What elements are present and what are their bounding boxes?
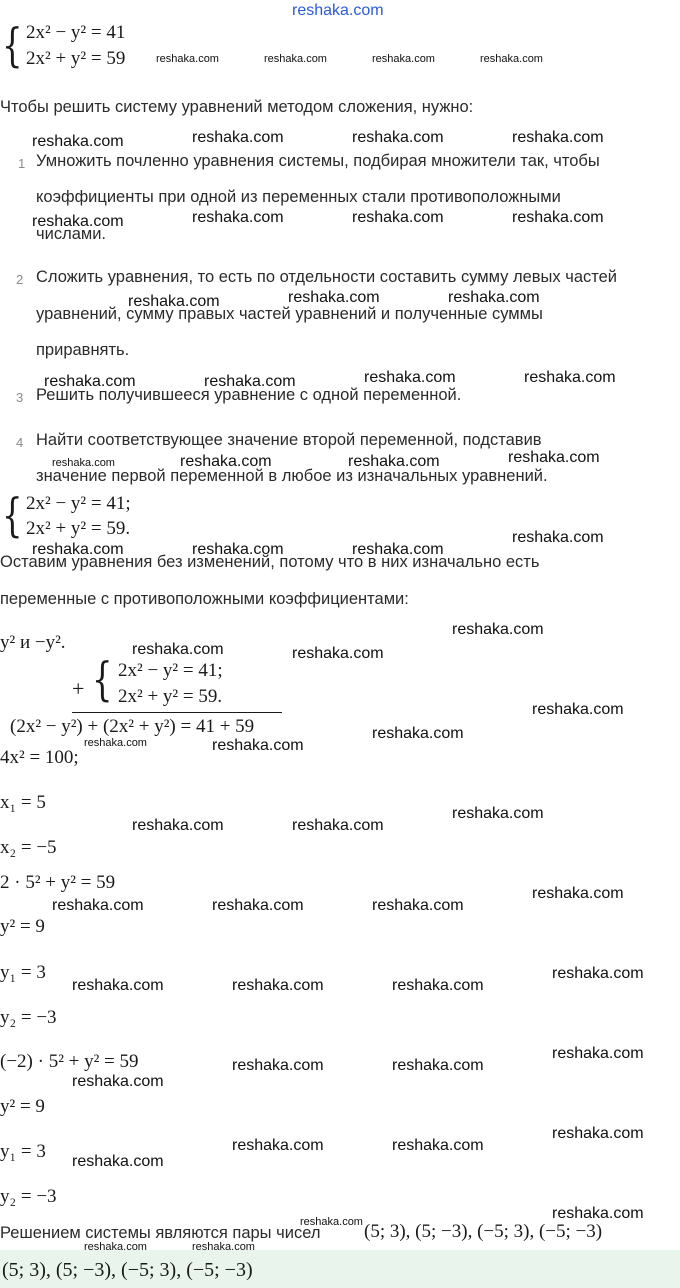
watermark: reshaka.com	[212, 737, 304, 754]
step3-line1: Решить получившееся уравнение с одной переменной.	[36, 386, 462, 404]
solution-line: y₂ = −3	[0, 1186, 57, 1207]
watermark: reshaka.com	[84, 1241, 147, 1253]
system-brace: {	[92, 652, 113, 706]
watermark: reshaka.com	[292, 817, 384, 834]
solution-line: y² = 9	[0, 1096, 45, 1117]
watermark: reshaka.com	[372, 897, 464, 914]
watermark: reshaka.com	[72, 977, 164, 994]
watermark: reshaka.com	[508, 449, 600, 466]
step1-line2: коэффициенты при одной из переменных стали противоположными	[36, 188, 561, 206]
watermark: reshaka.com	[52, 457, 115, 469]
watermark: reshaka.com	[364, 369, 456, 386]
step2-line3: приравнять.	[36, 341, 130, 359]
system2-eq2: 2x² + y² = 59.	[26, 518, 131, 539]
explain-line1: Оставим уравнения без изменений, потому что в них изначально есть	[0, 553, 540, 571]
conclusion-pairs: (5; 3), (5; −3), (−5; 3), (−5; −3)	[364, 1221, 603, 1242]
conclusion-text: Решением системы являются пары чисел	[0, 1224, 321, 1242]
system-brace: {	[2, 488, 23, 542]
watermark: reshaka.com	[32, 213, 124, 230]
watermark: reshaka.com	[352, 129, 444, 146]
watermark: reshaka.com	[524, 369, 616, 386]
watermark: reshaka.com	[232, 1057, 324, 1074]
watermark: reshaka.com	[512, 129, 604, 146]
watermark: reshaka.com	[132, 641, 224, 658]
watermark: reshaka.com	[512, 529, 604, 546]
watermark: reshaka.com	[292, 645, 384, 662]
watermark: reshaka.com	[72, 1073, 164, 1090]
terms: y² и −y².	[0, 632, 66, 653]
watermark: reshaka.com	[180, 453, 272, 470]
solution-line: y₂ = −3	[0, 1007, 57, 1028]
sum-eq2: 2x² + y² = 59.	[118, 686, 223, 707]
solution-line: (−2) · 5² + y² = 59	[0, 1051, 139, 1072]
system-brace: {	[2, 18, 23, 72]
system2-eq1: 2x² − y² = 41;	[26, 493, 131, 514]
explain-line2: переменные с противоположными коэффициентами:	[0, 590, 409, 608]
watermark: reshaka.com	[352, 541, 444, 558]
watermark: reshaka.com	[512, 209, 604, 226]
watermark: reshaka.com	[32, 133, 124, 150]
watermark: reshaka.com	[132, 817, 224, 834]
watermark: reshaka.com	[212, 897, 304, 914]
watermark: reshaka.com	[452, 805, 544, 822]
sum-line	[72, 712, 282, 713]
solution-line: x₂ = −5	[0, 837, 57, 858]
solution-line: 4x² = 100;	[0, 747, 79, 768]
watermark: reshaka.com	[392, 977, 484, 994]
watermark: reshaka.com	[128, 293, 220, 310]
plus-sign: +	[72, 676, 85, 701]
watermark: reshaka.com	[232, 977, 324, 994]
solution-line: x₁ = 5	[0, 792, 46, 813]
step-number: 4	[16, 435, 24, 450]
step1-line3: числами.	[36, 225, 107, 243]
watermark: reshaka.com	[44, 373, 136, 390]
system1-eq1: 2x² − y² = 41	[26, 22, 126, 43]
watermark: reshaka.com	[32, 541, 124, 558]
step4-line1: Найти соответствующее значение второй переменной, подставив	[36, 431, 542, 449]
step2-line1: Сложить уравнения, то есть по отдельности составить сумму левых частей	[36, 268, 618, 286]
solution-line: y₁ = 3	[0, 1141, 46, 1162]
solution-line: (2x² − y²) + (2x² + y²) = 41 + 59	[10, 716, 255, 737]
step2-line2: уравнений, сумму правых частей уравнений и полученные суммы	[36, 305, 543, 323]
watermark: reshaka.com	[192, 1241, 255, 1253]
watermark: reshaka.com	[232, 1137, 324, 1154]
watermark: reshaka.com	[448, 289, 540, 306]
step1-line1: Умножить почленно уравнения системы, подбирая множители так, чтобы	[36, 152, 600, 170]
step-number: 3	[16, 390, 24, 405]
step-number: 1	[18, 156, 26, 171]
watermark: reshaka.com	[52, 897, 144, 914]
watermark: reshaka.com	[264, 53, 327, 65]
watermark: reshaka.com	[552, 1205, 644, 1222]
watermark: reshaka.com	[392, 1057, 484, 1074]
step-number: 2	[16, 272, 24, 287]
watermark: reshaka.com	[552, 1125, 644, 1142]
intro-text: Чтобы решить систему уравнений методом сложения, нужно:	[0, 98, 474, 116]
watermark: reshaka.com	[156, 53, 219, 65]
watermark: reshaka.com	[452, 621, 544, 638]
watermark: reshaka.com	[72, 1153, 164, 1170]
watermark: reshaka.com	[480, 53, 543, 65]
watermark: reshaka.com	[552, 965, 644, 982]
watermark: reshaka.com	[352, 209, 444, 226]
watermark: reshaka.com	[372, 725, 464, 742]
watermark: reshaka.com	[372, 53, 435, 65]
watermark: reshaka.com	[552, 1045, 644, 1062]
watermark: reshaka.com	[288, 289, 380, 306]
sum-eq1: 2x² − y² = 41;	[118, 660, 223, 681]
solution-line: 2 · 5² + y² = 59	[0, 872, 116, 893]
answer: (5; 3), (5; −3), (−5; 3), (−5; −3)	[2, 1259, 253, 1281]
watermark: reshaka.com	[192, 541, 284, 558]
system1-eq2: 2x² + y² = 59	[26, 48, 126, 69]
watermark-top[interactable]: reshaka.com	[292, 2, 384, 19]
watermark: reshaka.com	[300, 1216, 363, 1228]
watermark: reshaka.com	[192, 129, 284, 146]
watermark: reshaka.com	[392, 1137, 484, 1154]
watermark: reshaka.com	[532, 885, 624, 902]
watermark: reshaka.com	[348, 453, 440, 470]
solution-line: y₁ = 3	[0, 962, 46, 983]
step4-line2: значение первой переменной в любое из изначальных уравнений.	[36, 467, 548, 485]
solution-line: y² = 9	[0, 916, 45, 937]
watermark: reshaka.com	[192, 209, 284, 226]
watermark: reshaka.com	[84, 737, 147, 749]
watermark: reshaka.com	[204, 373, 296, 390]
watermark: reshaka.com	[532, 701, 624, 718]
